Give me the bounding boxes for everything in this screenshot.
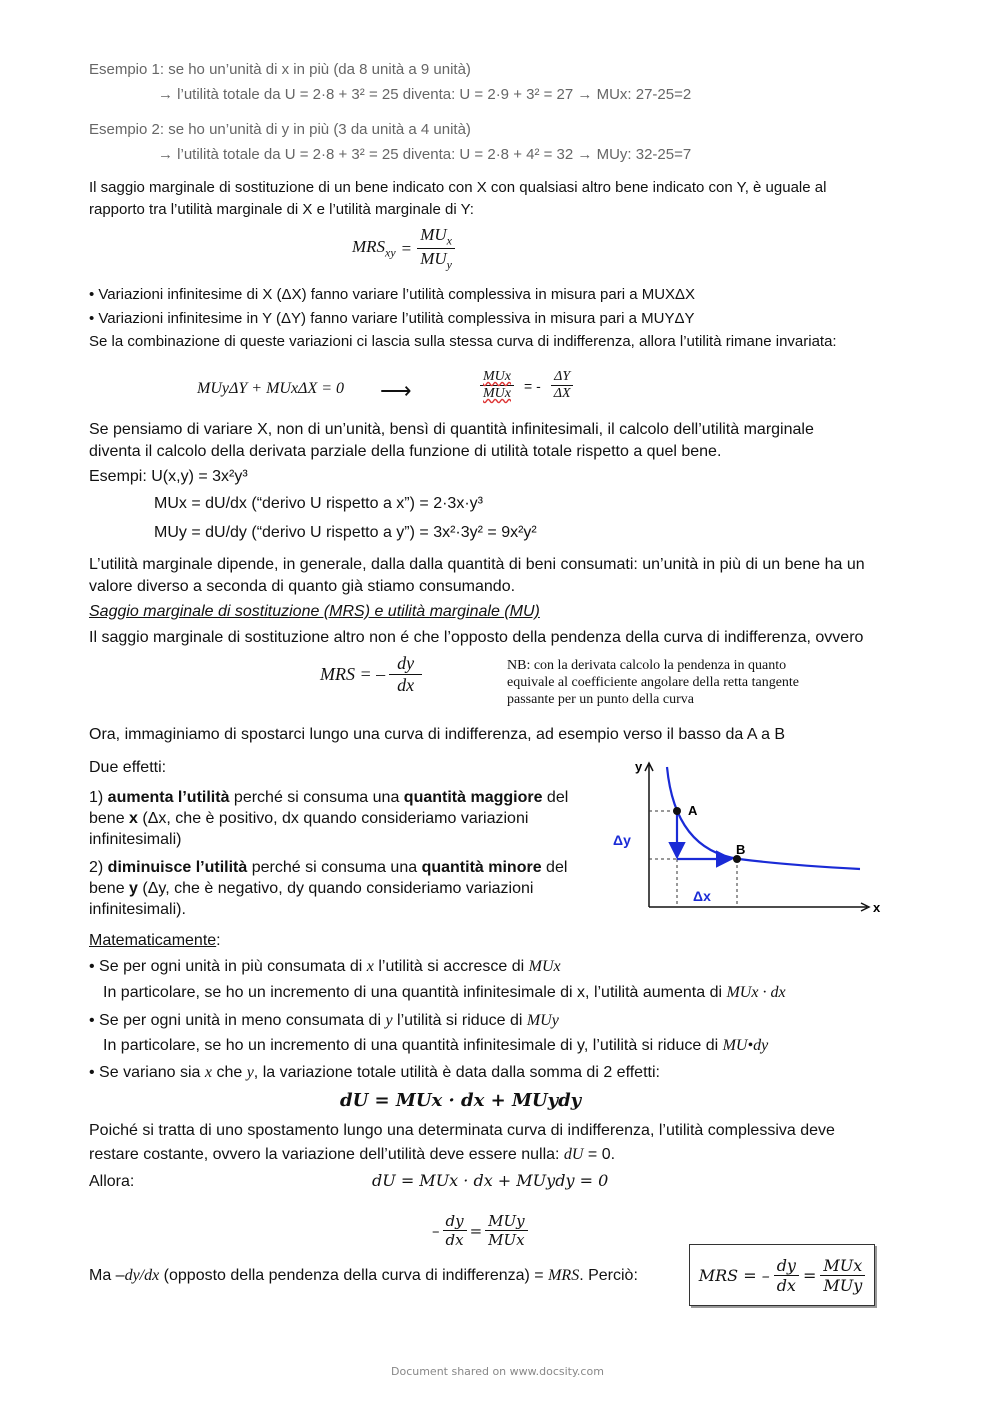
boxed-mrs-formula: MRS = – $\frac{dy}{dx}$ = $\frac{\text{MUx}}{\text{MUy}}$ <box>689 1244 875 1306</box>
effects-title: Due effetti: <box>89 759 167 776</box>
nb-note: NB: con la derivata calcolo la pendenza in quanto equivale al coefficiente angolare della retta tangente passante per un punto della curva <box>507 658 800 707</box>
paragraph-marginal-line1: L’utilità marginale dipende, in generale, dalla dalla quantità di beni consumati: un’unità in più di un bene ha un <box>89 556 865 573</box>
example-1-title: Esempio 1: se ho un’unità di x in più (da 8 unità a 9 unità) <box>89 61 471 78</box>
footer-docsity: Document shared on www.docsity.com <box>391 1365 604 1378</box>
formula-du-sum: dU = MUx · dx + MUydy <box>340 1090 582 1111</box>
paragraph-infinitesimal-line1: Se pensiamo di variare X, non di un’unità, bensì di quantità infinitesimali, il calcolo dell’utilità marginale <box>89 421 814 438</box>
paragraph-infinitesimal-line2: diventa il calcolo della derivata parziale della funzione di utilità totale rispetto a quel bene. <box>89 443 722 460</box>
formula-slope-ratio: – $\frac{dy}{dx}$ = $\frac{\text{MUy}}{\text{MUx}}$ <box>432 1212 528 1249</box>
example-2-line: → l’utilità totale da U = 2·8 + 3² = 25 diventa: U = 2·8 + 4² = 32 → MUy: 32-25=7 <box>158 146 692 163</box>
math-bullet-1-detail: In particolare, se ho un incremento di una quantità infinitesimale di x, l’utilità aumenta di MUx · dx <box>103 984 786 1001</box>
math-title: Matematicamente: <box>89 932 221 949</box>
formula-mrs-derivative: MRS = – $\frac{dy}{dx}$ <box>320 653 422 696</box>
formula-mrs-ratio: $MRS_{xy}$ = $\frac{MU_x}{MU_y}$ <box>352 225 455 273</box>
delta-y-label: Δy <box>613 832 631 848</box>
bullet-delta-y: • Variazioni infinitesime in Y (ΔY) fanno variare l’utilità complessiva in misura pari a MUYΔY <box>89 310 695 327</box>
indifference-curve <box>667 767 860 869</box>
point-a-label: A <box>688 803 698 818</box>
math-bullet-3: • Se variano sia x che y, la variazione totale utilità è data dalla somma di 2 effetti: <box>89 1064 660 1081</box>
formula-ratio-delta: $\frac{\text{MUx}}{\text{MUx}}$ = - $\frac{\Delta Y}{\Delta X}$ <box>480 369 574 402</box>
math-bullet-2: • Se per ogni unità in meno consumata di y l’utilità si riduce di MUy <box>89 1012 559 1029</box>
formula-total-variation: MUyΔY + MUxΔX = 0 <box>197 380 345 397</box>
examples-utility-function: Esempi: U(x,y) = 3x²y³ <box>89 468 248 485</box>
paragraph-marginal-line2: valore diverso a seconda di quanto già stiamo consumando. <box>89 578 516 595</box>
x-axis-label: x <box>873 900 881 915</box>
bullet-delta-x: • Variazioni infinitesime di X (ΔX) fanno variare l’utilità complessiva in misura pari a MUXΔX <box>89 286 696 303</box>
point-a <box>673 807 681 815</box>
point-b-label: B <box>736 842 746 857</box>
effect-1: 1) aumenta l’utilità perché si consuma una quantità maggiore del bene x (Δx, che è positivo, dx quando consideriamo variazioni infinitesimali) <box>89 789 569 848</box>
muy-derivative: MUy = dU/dy (“derivo U rispetto a y”) = 3x²·3y² = 9x²y² <box>154 524 537 541</box>
y-axis-label: y <box>635 759 643 774</box>
indifference-curve-graph <box>605 755 895 920</box>
effect-2: 2) diminuisce l’utilità perché si consuma una quantità minore del bene y (Δy, che è negativo, dy quando consideriamo variazioni infinitesimali). <box>89 859 568 918</box>
paragraph-invariant: Se la combinazione di queste variazioni ci lascia sulla stessa curva di indifferenza, allora l’utilità rimane invariata: <box>89 333 837 350</box>
mux-derivative: MUx = dU/dx (“derivo U rispetto a x”) = 2·3x·y³ <box>154 495 483 512</box>
paragraph-mrs-line2: rapporto tra l’utilità marginale di X e l’utilità marginale di Y: <box>89 201 474 218</box>
math-bullet-1: • Se per ogni unità in più consumata di x l’utilità si accresce di MUx <box>89 958 561 975</box>
allora-label: Allora: <box>89 1173 135 1190</box>
paragraph-move-a-b: Ora, immaginiamo di spostarci lungo una curva di indifferenza, ad esempio verso il basso da A a B <box>89 726 786 743</box>
paragraph-constant-line1: Poiché si tratta di uno spostamento lungo una determinata curva di indifferenza, l’utilità complessiva deve <box>89 1122 835 1139</box>
delta-x-label: Δx <box>693 888 711 904</box>
paragraph-constant-line2: restare costante, ovvero la variazione dell’utilità deve essere nulla: dU = 0. <box>89 1146 616 1163</box>
example-1-line: → l’utilità totale da U = 2·8 + 3² = 25 diventa: U = 2·9 + 3² = 27 → MUx: 27-25=2 <box>158 86 692 103</box>
math-bullet-2-detail: In particolare, se ho un incremento di una quantità infinitesimale di y, l’utilità si riduce di MU•dy <box>103 1037 769 1054</box>
formula-du-zero: dU = MUx · dx + MUydy = 0 <box>372 1171 609 1190</box>
conclusion-line: Ma –dy/dx (opposto della pendenza della curva di indifferenza) = MRS. Perciò: <box>89 1267 638 1284</box>
section-subtitle: Saggio marginale di sostituzione (MRS) e utilità marginale (MU) <box>89 603 540 620</box>
arrow-icon: ⟶ <box>380 378 412 403</box>
paragraph-mrs-line1: Il saggio marginale di sostituzione di un bene indicato con X con qualsiasi altro bene indicato con Y, è uguale al <box>89 179 827 196</box>
example-2-title: Esempio 2: se ho un’unità di y in più (3 da unità a 4 unità) <box>89 121 471 138</box>
paragraph-slope: Il saggio marginale di sostituzione altro non é che l’opposto della pendenza della curva di indifferenza, ovvero <box>89 629 864 646</box>
